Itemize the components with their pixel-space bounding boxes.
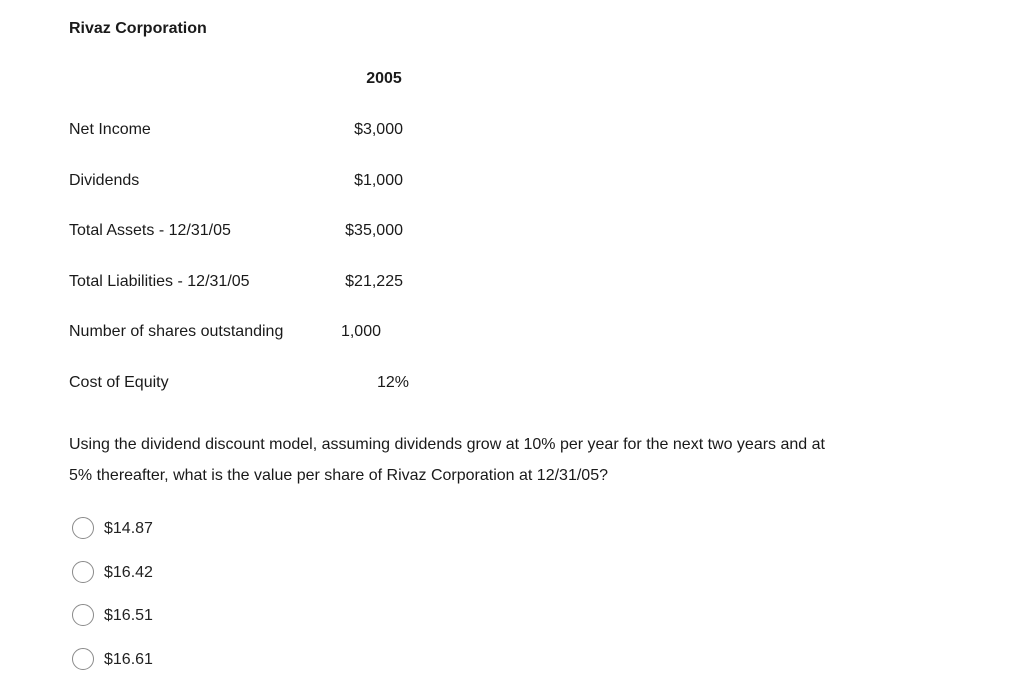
row-value: $3,000 — [354, 121, 403, 138]
radio-button[interactable] — [72, 517, 94, 539]
row-label: Net Income — [69, 121, 151, 138]
page-title: Rivaz Corporation — [69, 20, 207, 37]
row-value: 12% — [376, 374, 409, 391]
table-row-shares-outstanding — [69, 322, 429, 342]
row-value: 1,000 — [340, 323, 381, 340]
option-label: $16.42 — [104, 564, 153, 581]
answer-option-1[interactable] — [70, 516, 270, 542]
row-value: $35,000 — [345, 222, 403, 239]
row-label: Total Assets - 12/31/05 — [69, 222, 231, 239]
radio-button[interactable] — [72, 648, 94, 670]
option-label: $16.61 — [104, 651, 153, 668]
answer-option-2[interactable] — [70, 560, 270, 586]
table-row-net-income — [69, 120, 429, 140]
answer-option-3[interactable] — [70, 603, 270, 629]
answer-option-4[interactable] — [70, 647, 270, 673]
table-row-dividends — [69, 171, 429, 191]
row-label: Number of shares outstanding — [69, 323, 284, 340]
radio-button[interactable] — [72, 561, 94, 583]
row-value: $21,225 — [345, 273, 403, 290]
table-row-cost-of-equity — [69, 373, 429, 393]
row-value: $1,000 — [354, 172, 403, 189]
table-row-total-assets — [69, 221, 429, 241]
radio-button[interactable] — [72, 604, 94, 626]
option-label: $16.51 — [104, 607, 153, 624]
row-label: Dividends — [69, 172, 140, 189]
row-label: Cost of Equity — [69, 374, 169, 391]
option-label: $14.87 — [104, 520, 153, 537]
year-column-header: 2005 — [366, 70, 402, 87]
table-row-total-liabilities — [69, 272, 429, 292]
question-text: Using the dividend discount model, assuming dividends grow at 10% per year for the next two years and at 5% thereafter, what is the value per share of Rivaz Corporation at 12/31/05? — [69, 436, 825, 484]
row-label: Total Liabilities - 12/31/05 — [69, 273, 250, 290]
